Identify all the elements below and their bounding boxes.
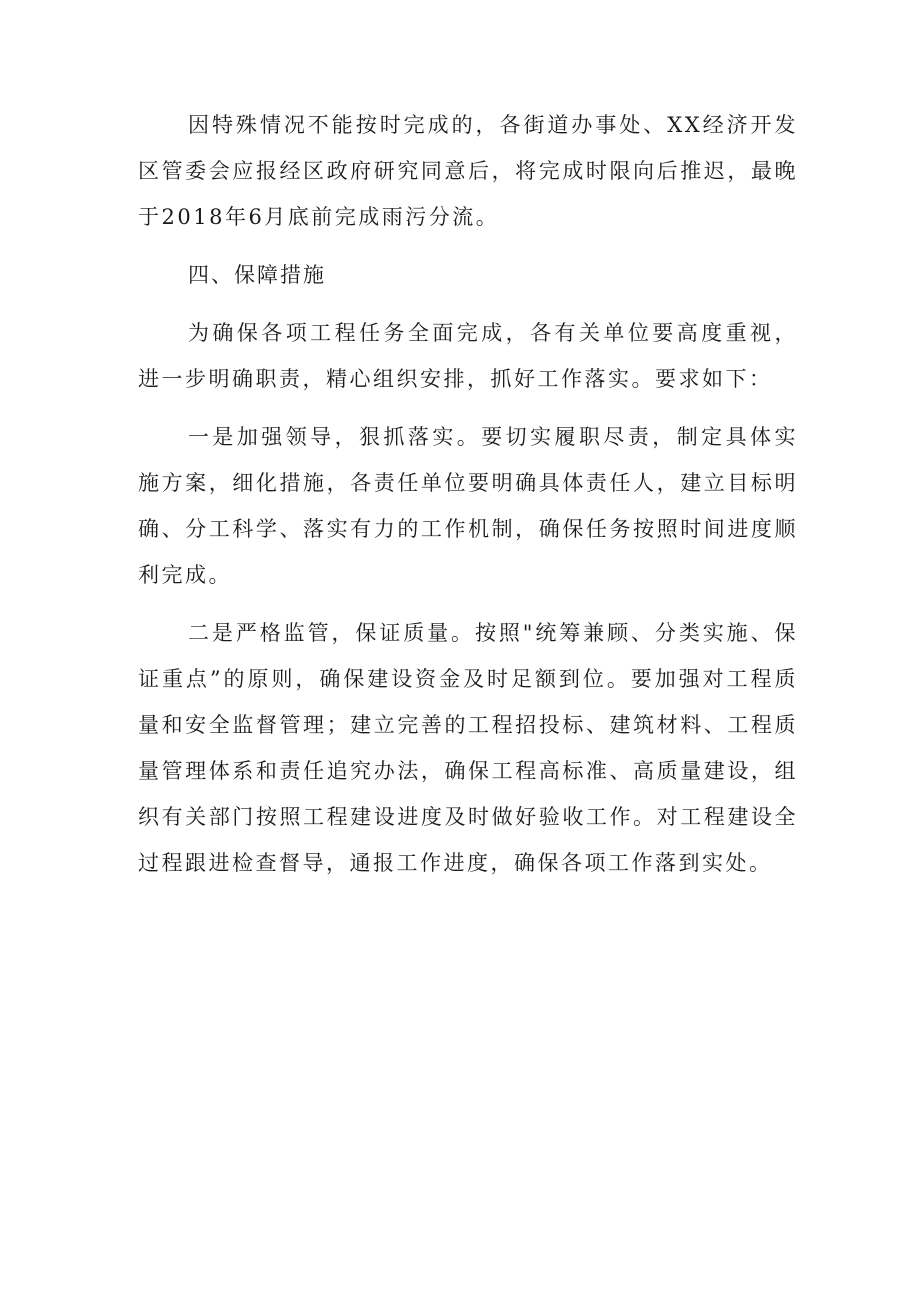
document-page: [138, 102, 798, 886]
paragraph-safeguards-intro: 为确保各项工程任务全面完成，各有关单位要高度重视，进一步明确职责，精心组织安排，抓好工作落实。要求如下：: [138, 321, 798, 391]
paragraph-deadline-extension: 因特殊情况不能按时完成的，各街道办事处、XX经济开发区管委会应报经区政府研究同意后，将完成时限向后推迟，最晚于2018年6月底前完成雨污分流。: [138, 113, 798, 229]
section-heading-safeguards: 四、保障措施: [188, 263, 326, 287]
paragraph-leadership: 一是加强领导，狠抓落实。要切实履职尽责，制定具体实施方案，细化措施，各责任单位要明确具体责任人，建立目标明确、分工科学、落实有力的工作机制，确保任务按照时间进度顺利完成。: [138, 425, 798, 587]
paragraph-supervision-quality: 二是严格监管，保证质量。按照"统筹兼顾、分类实施、保证重点”的原则，确保建设资金及时足额到位。要加强对工程质量和安全监督管理；建立完善的工程招投标、建筑材料、工程质量管理体系和责任追究办法，确保工程高标准、高质量建设，组织有关部门按照工程建设进度及时做好验收工作。对工程建设全过程跟进检查督导，通报工作进度，确保各项工作落到实处。: [138, 621, 798, 875]
